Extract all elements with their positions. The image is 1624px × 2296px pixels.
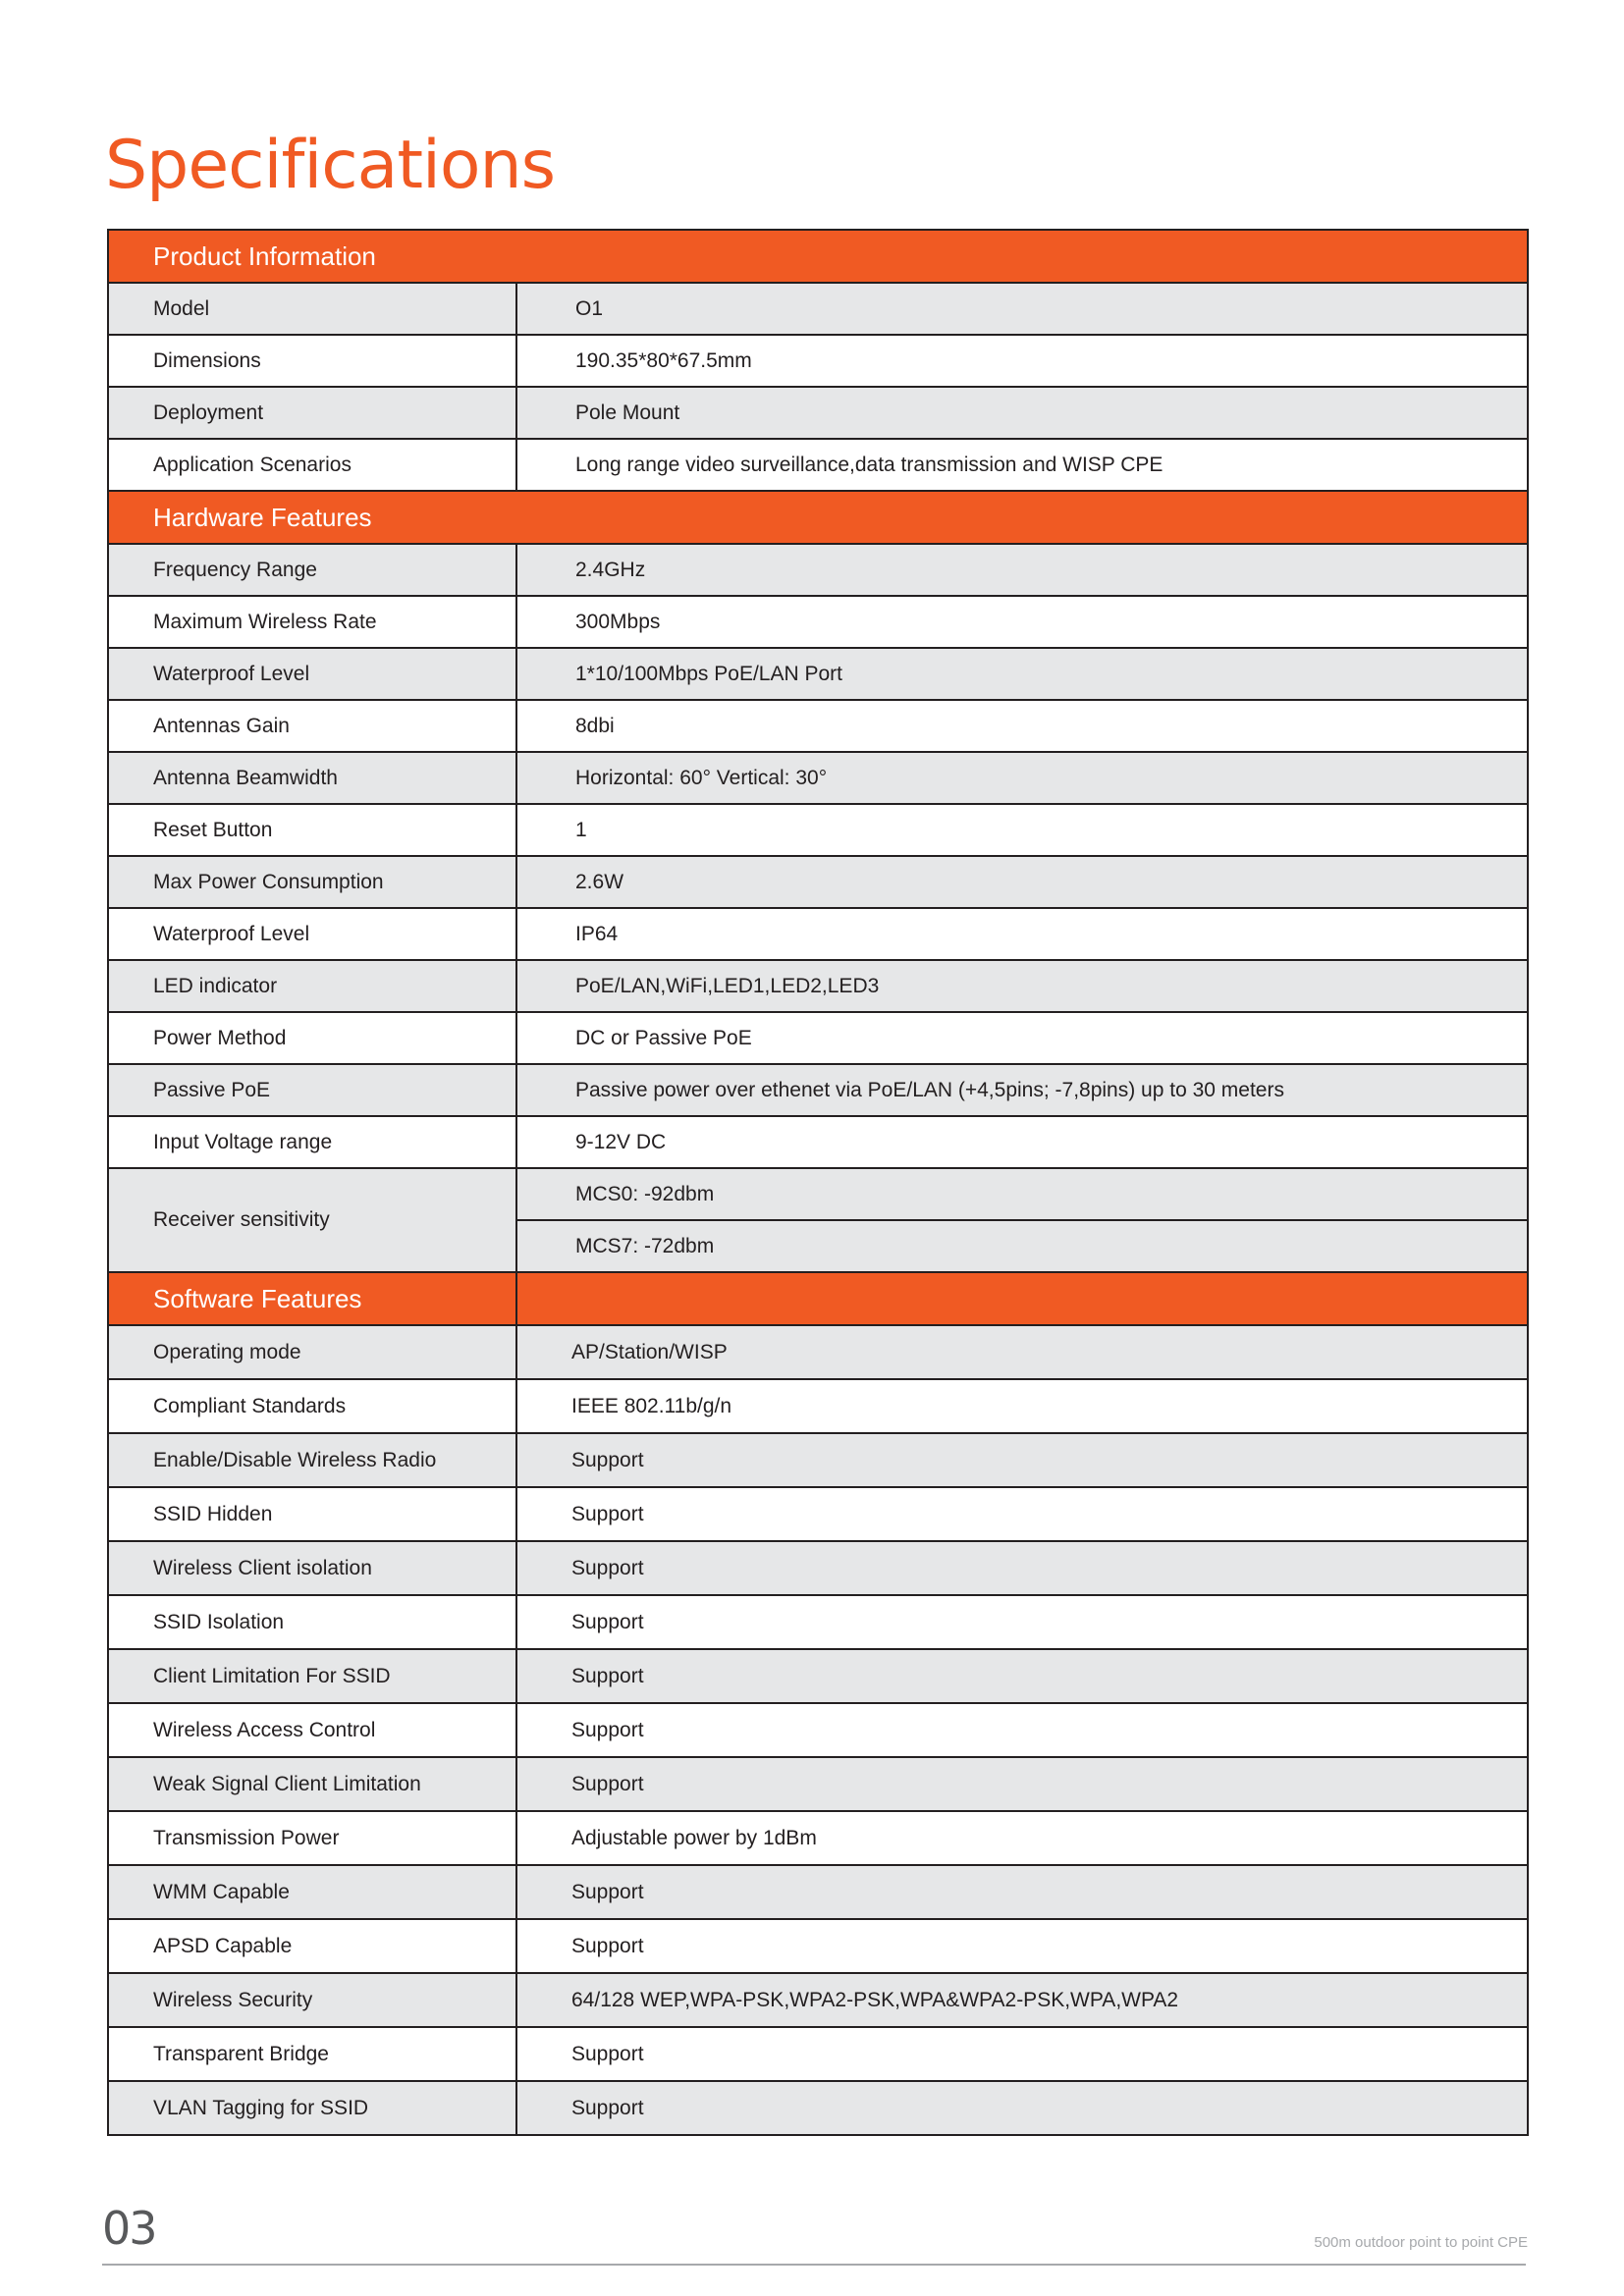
spec-label: Weak Signal Client Limitation	[108, 1757, 516, 1811]
table-row	[108, 1595, 1528, 1649]
table-row	[108, 1325, 1528, 1379]
table-row	[108, 1116, 1528, 1168]
spec-value: IP64	[516, 908, 1528, 960]
spec-label: Max Power Consumption	[108, 856, 516, 908]
table-row	[108, 335, 1528, 387]
table-row	[108, 2027, 1528, 2081]
table-row	[108, 804, 1528, 856]
spec-value: Support	[516, 1919, 1528, 1973]
section-header-product	[108, 230, 1528, 283]
section-header-hardware	[108, 491, 1528, 544]
section-header-blank	[516, 1272, 1528, 1325]
spec-value: PoE/LAN,WiFi,LED1,LED2,LED3	[516, 960, 1528, 1012]
table-row	[108, 1379, 1528, 1433]
table-row	[108, 1865, 1528, 1919]
spec-value: Long range video surveillance,data transmission and WISP CPE	[516, 439, 1528, 491]
spec-label: Model	[108, 283, 516, 335]
spec-label: Application Scenarios	[108, 439, 516, 491]
spec-label: Waterproof Level	[108, 908, 516, 960]
spec-value: Support	[516, 1865, 1528, 1919]
spec-value: Support	[516, 2081, 1528, 2135]
spec-label: Wireless Security	[108, 1973, 516, 2027]
spec-value: Passive power over ethenet via PoE/LAN (+4,5pins; -7,8pins) up to 30 meters	[516, 1064, 1528, 1116]
spec-value: Support	[516, 1649, 1528, 1703]
spec-label: LED indicator	[108, 960, 516, 1012]
spec-value: 8dbi	[516, 700, 1528, 752]
spec-label: Transparent Bridge	[108, 2027, 516, 2081]
spec-value: Support	[516, 1433, 1528, 1487]
spec-label: Input Voltage range	[108, 1116, 516, 1168]
spec-label: Passive PoE	[108, 1064, 516, 1116]
spec-value: Support	[516, 1703, 1528, 1757]
table-row	[108, 596, 1528, 648]
table-row	[108, 752, 1528, 804]
spec-value: 1	[516, 804, 1528, 856]
spec-label: Reset Button	[108, 804, 516, 856]
spec-value: Pole Mount	[516, 387, 1528, 439]
spec-label: Deployment	[108, 387, 516, 439]
spec-value: Adjustable power by 1dBm	[516, 1811, 1528, 1865]
page-title: Specifications	[105, 127, 556, 204]
spec-value: IEEE 802.11b/g/n	[516, 1379, 1528, 1433]
spec-label: WMM Capable	[108, 1865, 516, 1919]
spec-label: Operating mode	[108, 1325, 516, 1379]
spec-value: Support	[516, 1757, 1528, 1811]
spec-label: APSD Capable	[108, 1919, 516, 1973]
section-title: Software Features	[108, 1272, 516, 1325]
spec-value: AP/Station/WISP	[516, 1325, 1528, 1379]
spec-label: Frequency Range	[108, 544, 516, 596]
table-row	[108, 856, 1528, 908]
spec-label: Antennas Gain	[108, 700, 516, 752]
table-row	[108, 648, 1528, 700]
table-row	[108, 283, 1528, 335]
spec-label: Wireless Access Control	[108, 1703, 516, 1757]
spec-label: Receiver sensitivity	[108, 1168, 516, 1272]
spec-value: DC or Passive PoE	[516, 1012, 1528, 1064]
spec-value: Support	[516, 1595, 1528, 1649]
footer-divider	[102, 2264, 1526, 2266]
spec-value: MCS0: -92dbm	[516, 1168, 1528, 1220]
table-row	[108, 700, 1528, 752]
table-row	[108, 1649, 1528, 1703]
section-header-software	[108, 1272, 1528, 1325]
page-number: 03	[102, 2202, 156, 2255]
table-row	[108, 1919, 1528, 1973]
table-row	[108, 1487, 1528, 1541]
spec-label: Power Method	[108, 1012, 516, 1064]
table-row	[108, 1168, 1528, 1220]
table-row	[108, 1757, 1528, 1811]
table-row	[108, 1064, 1528, 1116]
spec-value: 1*10/100Mbps PoE/LAN Port	[516, 648, 1528, 700]
spec-label: Compliant Standards	[108, 1379, 516, 1433]
spec-label: Maximum Wireless Rate	[108, 596, 516, 648]
specifications-table	[107, 229, 1529, 2136]
table-row	[108, 1973, 1528, 2027]
spec-label: Client Limitation For SSID	[108, 1649, 516, 1703]
spec-value: 190.35*80*67.5mm	[516, 335, 1528, 387]
spec-value: 64/128 WEP,WPA-PSK,WPA2-PSK,WPA&WPA2-PSK,WPA,WPA2	[516, 1973, 1528, 2027]
table-row	[108, 908, 1528, 960]
table-row	[108, 1703, 1528, 1757]
spec-value: 2.4GHz	[516, 544, 1528, 596]
spec-value: Support	[516, 2027, 1528, 2081]
spec-value: Support	[516, 1541, 1528, 1595]
spec-label: SSID Hidden	[108, 1487, 516, 1541]
table-row	[108, 439, 1528, 491]
spec-label: Antenna Beamwidth	[108, 752, 516, 804]
spec-label: Transmission Power	[108, 1811, 516, 1865]
footer-caption: 500m outdoor point to point CPE	[1314, 2234, 1528, 2251]
table-row	[108, 1433, 1528, 1487]
table-row	[108, 1811, 1528, 1865]
spec-label: VLAN Tagging for SSID	[108, 2081, 516, 2135]
spec-value: O1	[516, 283, 1528, 335]
section-title: Product Information	[108, 230, 1528, 283]
spec-value: 2.6W	[516, 856, 1528, 908]
spec-label: SSID Isolation	[108, 1595, 516, 1649]
spec-value: Support	[516, 1487, 1528, 1541]
spec-label: Dimensions	[108, 335, 516, 387]
spec-value: 9-12V DC	[516, 1116, 1528, 1168]
table-row	[108, 387, 1528, 439]
section-title: Hardware Features	[108, 491, 1528, 544]
table-row	[108, 2081, 1528, 2135]
table-row	[108, 544, 1528, 596]
spec-value: MCS7: -72dbm	[516, 1220, 1528, 1272]
table-row	[108, 1012, 1528, 1064]
spec-label: Waterproof Level	[108, 648, 516, 700]
spec-label: Enable/Disable Wireless Radio	[108, 1433, 516, 1487]
spec-value: 300Mbps	[516, 596, 1528, 648]
table-row	[108, 960, 1528, 1012]
table-row	[108, 1541, 1528, 1595]
spec-label: Wireless Client isolation	[108, 1541, 516, 1595]
spec-value: Horizontal: 60° Vertical: 30°	[516, 752, 1528, 804]
